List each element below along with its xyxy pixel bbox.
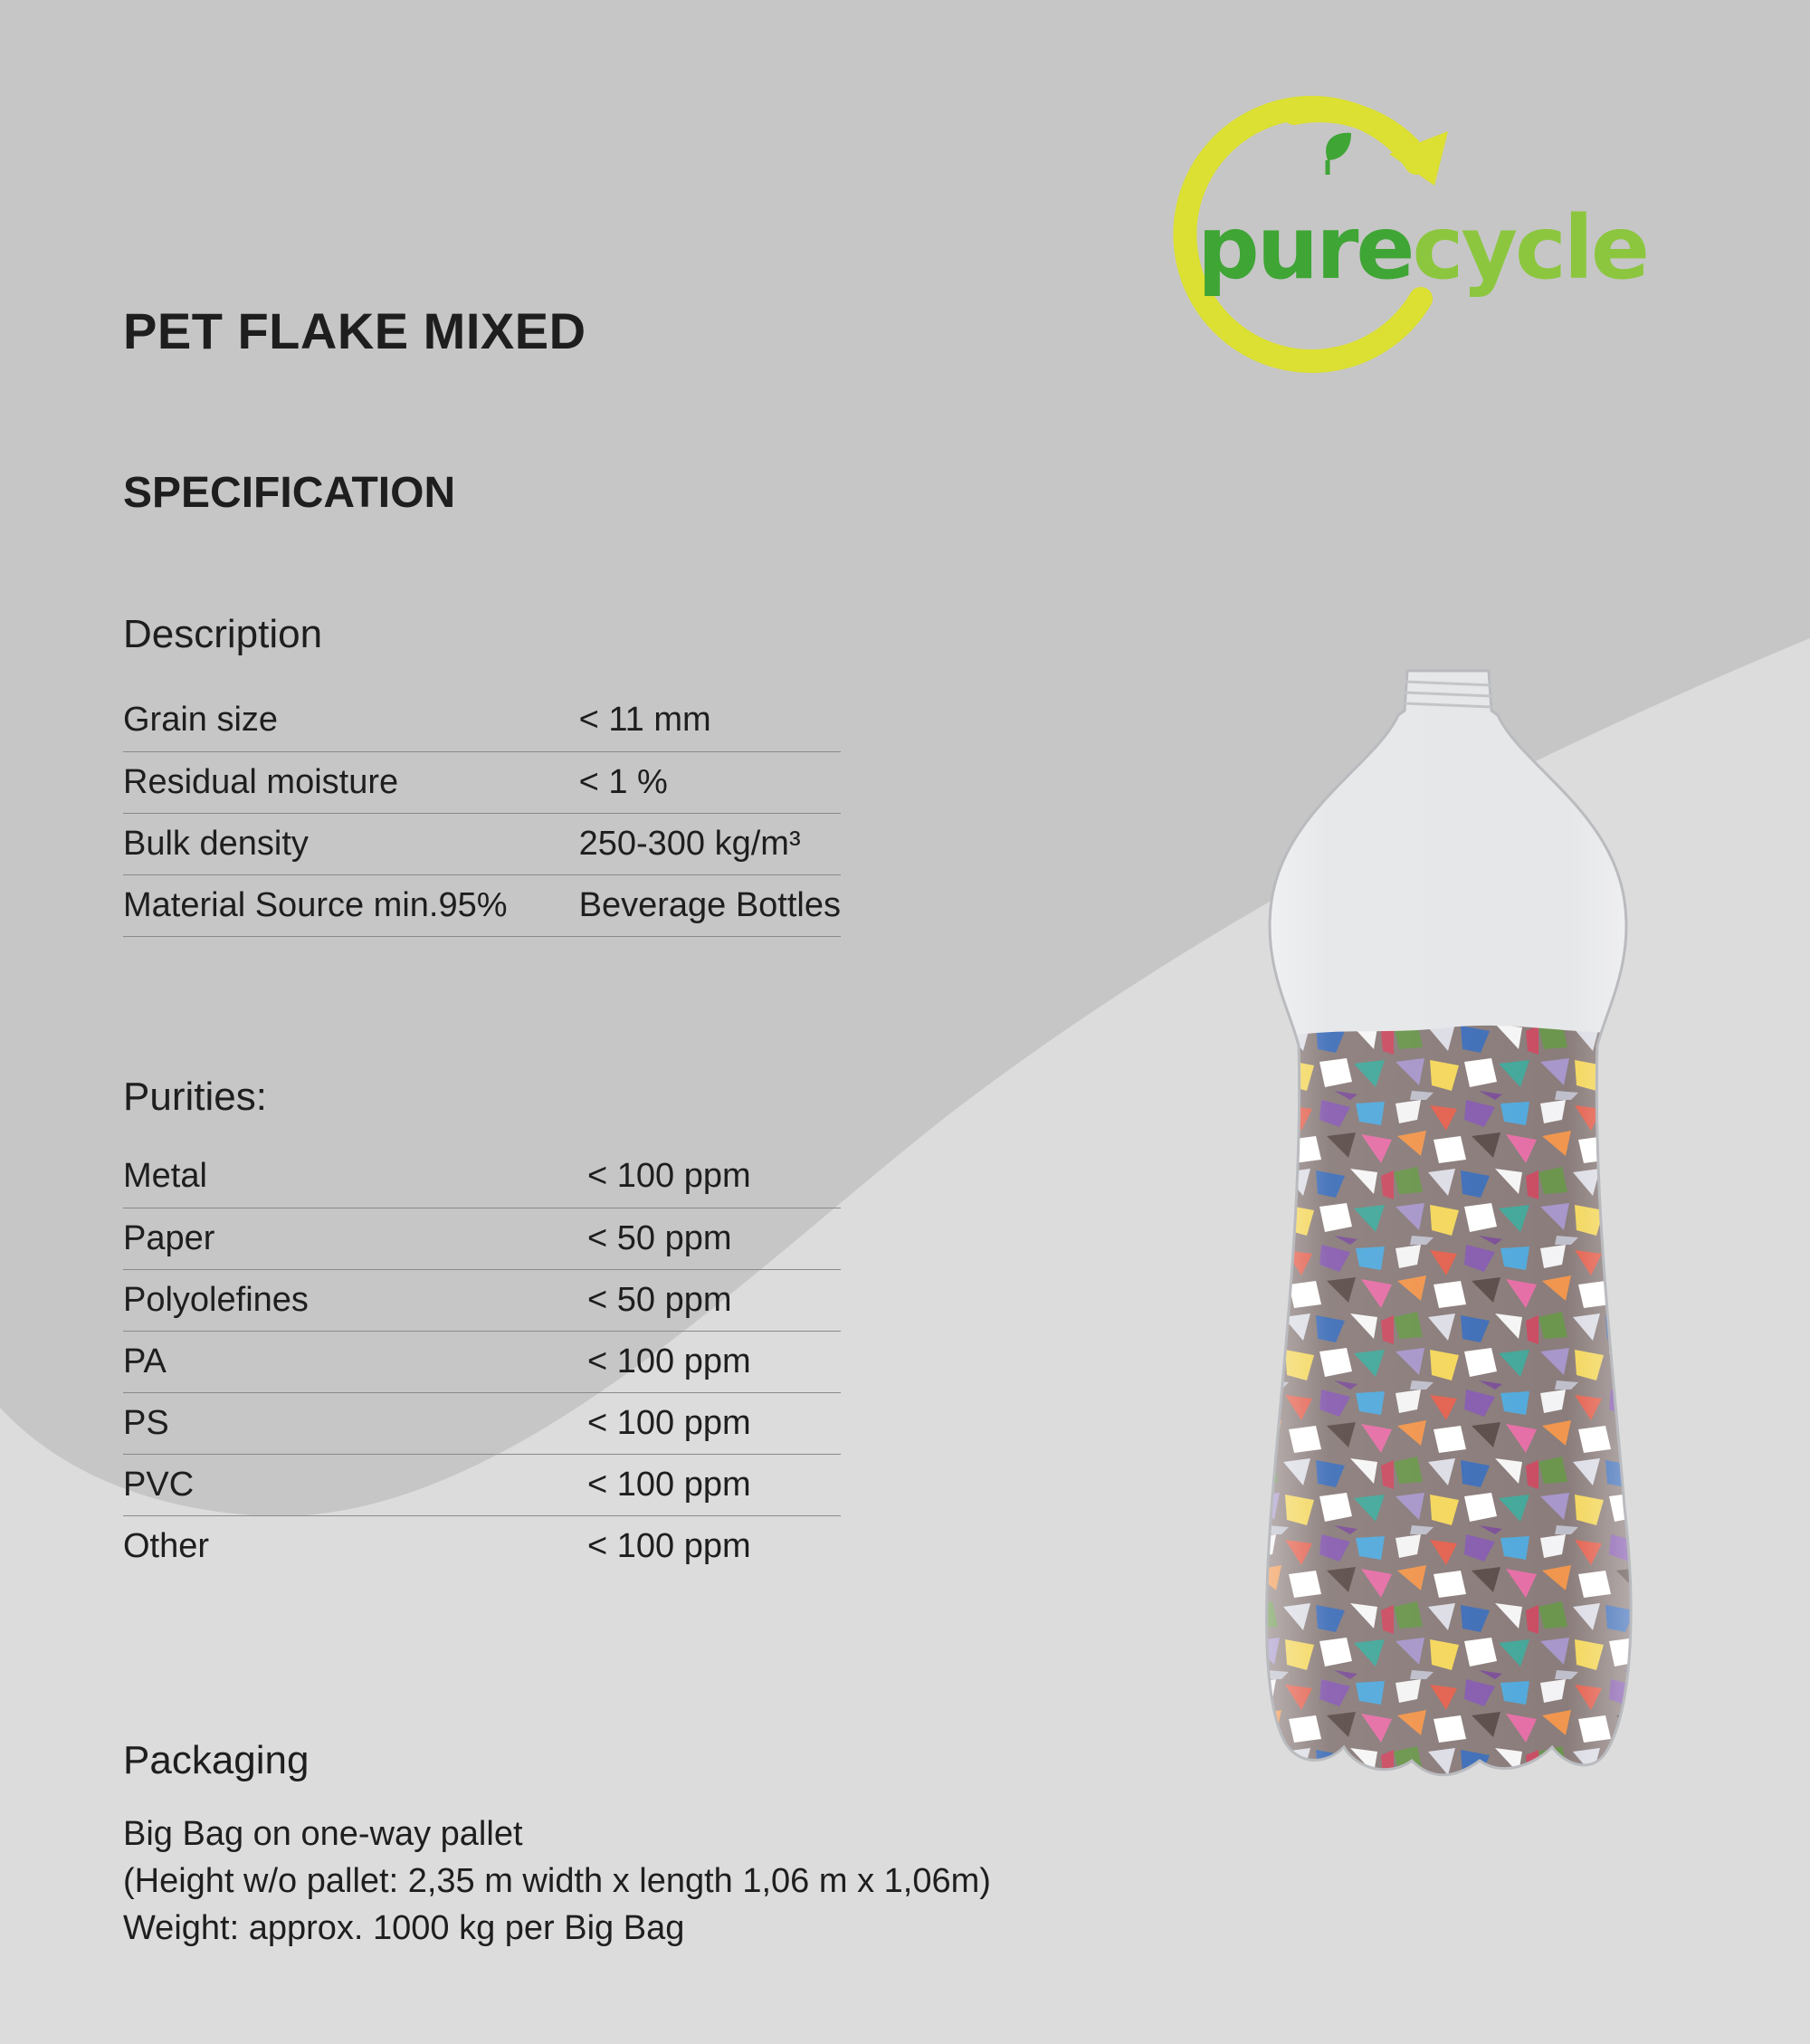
packaging-text	[123, 1810, 991, 1952]
row-value: < 1 %	[579, 751, 841, 813]
row-value: < 100 ppm	[587, 1392, 841, 1454]
row-value: < 11 mm	[579, 690, 841, 751]
row-label: PS	[123, 1392, 587, 1454]
row-value: Beverage Bottles	[579, 874, 841, 936]
description-table	[123, 690, 841, 937]
row-value: < 100 ppm	[587, 1454, 841, 1515]
row-label: PVC	[123, 1454, 587, 1515]
packaging-heading: Packaging	[123, 1738, 310, 1782]
packaging-line: Big Bag on one-way pallet	[123, 1815, 523, 1853]
row-label: Other	[123, 1526, 210, 1565]
row-value: < 50 ppm	[587, 1269, 841, 1331]
description-heading: Description	[123, 612, 323, 656]
page-title: PET FLAKE MIXED	[123, 302, 586, 359]
table-row	[123, 690, 841, 751]
row-value: 250-300 kg/m³	[579, 813, 841, 874]
table-row	[123, 1146, 841, 1208]
row-label: Paper	[123, 1208, 587, 1269]
row-label: Grain size	[123, 690, 579, 751]
row-value: < 100 ppm	[587, 1526, 751, 1565]
table-row	[123, 1392, 841, 1454]
table-row	[123, 874, 841, 936]
row-label: Polyolefines	[123, 1269, 587, 1331]
purities-heading: Purities:	[123, 1075, 267, 1119]
bottle-of-pet-flakes-image	[1249, 665, 1647, 1806]
row-label: PA	[123, 1331, 587, 1392]
row-value: < 100 ppm	[587, 1146, 841, 1208]
table-row	[123, 813, 841, 874]
table-row	[123, 1331, 841, 1392]
packaging-line: (Height w/o pallet: 2,35 m width x length 1,06 m x 1,06m)	[123, 1862, 991, 1900]
row-value: < 100 ppm	[587, 1331, 841, 1392]
row-label: Metal	[123, 1146, 587, 1208]
table-row	[123, 751, 841, 813]
packaging-line: Weight: approx. 1000 kg per Big Bag	[123, 1909, 685, 1947]
purities-table	[123, 1146, 841, 1577]
row-label: Material Source min.95%	[123, 874, 579, 936]
row-label: Residual moisture	[123, 751, 579, 813]
specification-heading: SPECIFICATION	[123, 469, 456, 517]
table-row	[123, 1269, 841, 1331]
table-row	[123, 1208, 841, 1269]
table-row	[123, 1515, 841, 1577]
logo-wordmark: purecycle	[1197, 197, 1647, 299]
table-row	[123, 1454, 841, 1515]
purecycle-logo	[1118, 77, 1661, 394]
row-label: Bulk density	[123, 813, 579, 874]
row-value: < 50 ppm	[587, 1208, 841, 1269]
